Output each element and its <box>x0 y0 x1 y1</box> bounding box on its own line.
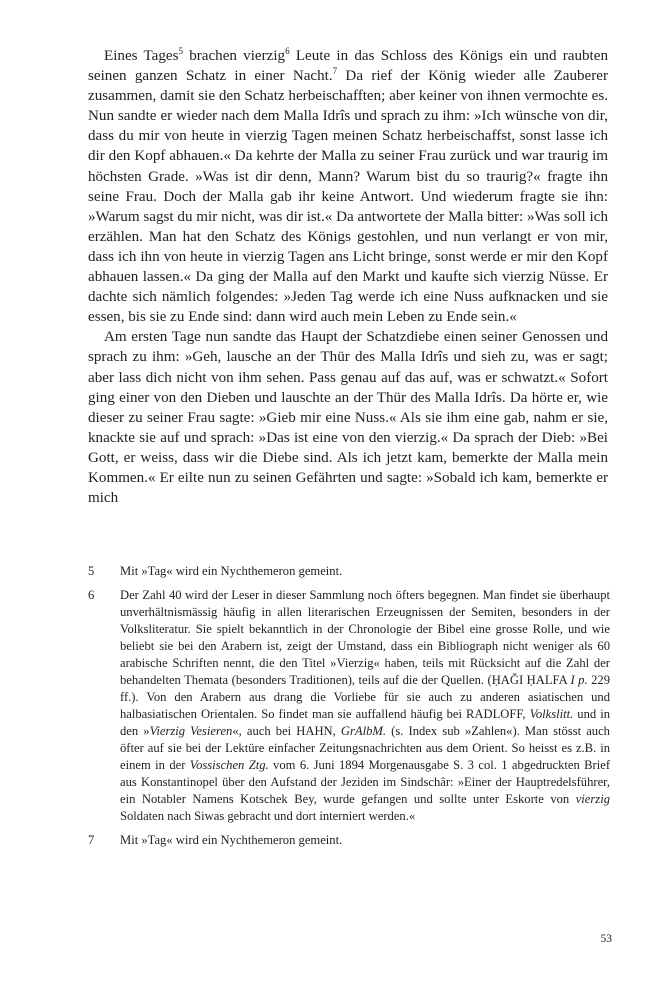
footnote-text: Mit »Tag« wird ein Nychthemeron gemeint. <box>120 564 343 578</box>
citation-italic: Volkslitt. <box>529 707 574 721</box>
footnotes <box>88 563 610 856</box>
footnote <box>88 832 610 849</box>
text-segment: (s. Index sub »Zahlen«). Man stösst auch öfter auf sie bei der Lektüre einfacher Zeitungsnachrichten aus dem Orient. So heisst es z.B. in einem in der <box>120 724 610 772</box>
footnote <box>88 587 610 825</box>
text-segment: brachen vierzig <box>182 48 286 64</box>
footnote-number: 5 <box>88 564 95 578</box>
text-segment: Soldaten nach Siwas gebracht und dort interniert werden.« <box>120 809 416 823</box>
paragraph <box>88 46 608 327</box>
citation-italic: Vossischen Ztg. <box>189 758 269 772</box>
text-segment: Da rief der König wieder alle Zauberer zusammen, damit sie den Schatz herbeischafften; aber keiner von ihnen vermochte es. Nun sandte er wieder nach dem Malla Idrîs und sprach zu ihm: »Ich wünsche von dir, dass du mir von heute in vierzig Tagen meinen Schatz herbeischaffst, sonst lasse ich dir den Kopf abhauen.« Da kehrte der Malla zu seiner Frau zurück und war traurig im höchsten Grade. »Was ist dir denn, Mann? Warum bist du so traurig?« fragte ihn seine Frau. Doch der Malla gab ihr keine Antwort. Und wiederum fragte sie ihn: »Warum sagst du mir nicht, was dir ist.« Da antwortete der Malla bitter: »Was soll ich erzählen. Man hat den Schatz des Königs gestohlen, und nun verlangt er von mir, dass ich ihn von heute in vierzig Tagen ans Licht bringe, sonst werde er mir den Kopf abhauen lassen.« Da ging der Malla auf den Markt und kaufte sich vierzig Nüsse. Er dachte sich nämlich folgendes: »Jeden Tag werde ich eine Nuss aufknacken und sie essen, bis sie zu Ende sind: dann wird auch mein Leben zu Ende sein.« <box>88 68 608 326</box>
footnote-number: 7 <box>88 833 95 847</box>
footnote <box>88 563 610 580</box>
citation-italic: I p. <box>570 673 588 687</box>
paragraph: Am ersten Tage nun sandte das Haupt der Schatzdiebe einen seiner Genossen und sprach zu ihm: »Geh, lausche an der Thür des Malla Idrîs und sieh zu, was er sagt; aber lass dich nicht von ihm sehen. Pass genau auf das auf, was er schwatzt.« Sofort ging einer von den Dieben und lauschte an der Thür des Malla Idrîs. Da hörte er, wie dieser zu seiner Frau sagte: »Gieb mir eine Nuss.« Als sie ihm eine gab, nahm er sie, knackte sie auf und sprach: »Das ist eine von den vierzig.« Da sprach der Dieb: »Bei Gott, er weiss, dass wir die Diebe sind. Als ich jetzt kam, bemerkte der Malla mein Kommen.« Er eilte nun zu seinen Gefährten und sagte: »Sobald ich kam, bemerkte er mich <box>88 329 608 507</box>
text-segment: und in den » <box>120 707 610 738</box>
text-segment: vom 6. Juni 1894 Morgenausgabe S. 3 col. 1 abgedruckten Brief aus Konstantinopel über den Aufstand der Jeziden im Sindschâr: »Einer der Hauptredelsführer, ein Notabler Namens Kotschek Bey, wurde gefangen und sollte unter Eskorte von <box>120 758 611 806</box>
text-segment: Der Zahl 40 wird der Leser in dieser Sammlung noch öfters begegnen. Man findet sie überhaupt unverhältnismässig häufig in allen literarischen Erzeugnissen der Semiten, besonders in der Volksliteratur. Sie spielt bekanntlich in der Chronologie der Bibel eine grosse Rolle, und wie beliebt sie bei den Arabern ist, zeigt der Umstand, dass ein Bibliograph nicht weniger als 60 arabische Schriften nennt, die den Titel »Vierzig« haben, teils mit Rücksicht auf die Zahl der behandelten Themata (besonders Traditionen), teils auf die der Quellen. (ḤAĞI ḤALFA <box>120 588 610 687</box>
footnote-reference: 5 <box>178 46 183 56</box>
footnote-number: 6 <box>88 588 95 602</box>
footnote-text: Mit »Tag« wird ein Nychthemeron gemeint. <box>120 833 343 847</box>
footnote-reference: 7 <box>332 66 338 77</box>
footnote-reference: 6 <box>285 46 290 56</box>
page-number: 53 <box>600 933 612 945</box>
citation-italic: vierzig <box>575 792 610 806</box>
main-text <box>88 46 608 508</box>
citation-italic: Vierzig Vesieren <box>149 724 233 738</box>
text-segment: Eines Tages <box>104 48 179 64</box>
text-segment: «, auch bei HAHN, <box>232 724 341 738</box>
footnote-text <box>120 587 610 825</box>
text-segment: Leute in das Schloss des Königs ein und raubten seinen ganzen Schatz in einer Nacht. <box>88 48 608 85</box>
text-segment: 229 ff.). Von den Arabern aus drang die Vorliebe für sie auch zu anderen asiatischen und halbasiatischen Orientalen. So findet man sie auffallend häufig bei RADLOFF, <box>120 673 610 721</box>
citation-italic: GrAlbM. <box>340 724 387 738</box>
